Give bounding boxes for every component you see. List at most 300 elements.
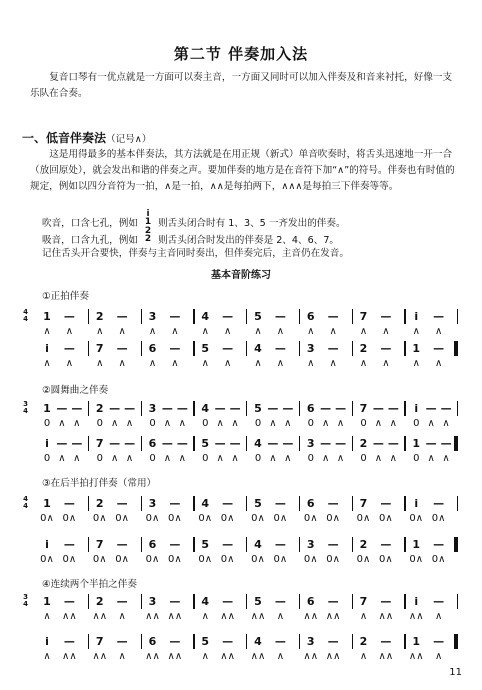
accompaniment-mark: ∧ — [110, 453, 119, 464]
barline — [141, 537, 142, 552]
accompaniment-mark: ∧ — [73, 418, 81, 429]
note: 5 — [254, 497, 262, 510]
accompaniment-mark: ∧∧ — [62, 651, 77, 662]
note: — — [327, 538, 339, 551]
note: — — [176, 402, 188, 415]
note: — — [440, 437, 452, 450]
note: 5 — [201, 437, 210, 450]
accompaniment-mark: 0∧ — [62, 513, 77, 524]
barline — [141, 341, 142, 356]
barline — [404, 436, 405, 451]
note: 4 — [201, 595, 210, 608]
accompaniment-mark: ∧∧ — [325, 651, 341, 662]
note: — — [71, 402, 83, 415]
blow-line-text: 吹音，口含七孔，例如 — [42, 218, 138, 229]
barline — [299, 309, 300, 324]
accompaniment-mark: ∧ — [276, 651, 285, 662]
barline — [88, 309, 89, 324]
accompaniment-mark: ∧∧ — [220, 611, 235, 622]
accompaniment-mark: 0∧ — [379, 554, 393, 565]
accompaniment-mark: ∧ — [58, 453, 66, 464]
note: — — [116, 497, 128, 510]
note: i — [414, 310, 419, 323]
section-heading-mark: （记号∧） — [106, 134, 152, 145]
note: 4 — [201, 402, 210, 415]
accompaniment-mark: ∧ — [336, 418, 345, 429]
note: 6 — [148, 437, 157, 450]
accompaniment-mark: ∧ — [216, 453, 224, 464]
accompaniment-mark: 0 — [96, 418, 103, 429]
note: — — [63, 595, 75, 608]
time-signature: 3 4 — [23, 593, 28, 608]
accompaniment-mark: ∧ — [148, 358, 157, 369]
accompaniment-mark: 0∧ — [168, 513, 182, 524]
barline — [88, 634, 89, 649]
accompaniment-mark: ∧∧ — [303, 651, 319, 662]
note: — — [267, 402, 279, 415]
accompaniment-mark: ∧ — [201, 358, 209, 369]
note: — — [433, 595, 445, 608]
accompaniment-mark: 0∧ — [251, 513, 265, 524]
barline — [457, 594, 458, 609]
barline — [404, 401, 405, 416]
note: — — [274, 342, 286, 355]
barline — [299, 634, 300, 649]
accompaniment-mark: ∧∧ — [325, 611, 341, 622]
barline — [457, 496, 458, 511]
accompaniment-mark: 0 — [413, 453, 420, 464]
accompaniment-mark: ∧∧ — [167, 651, 183, 662]
accompaniment-mark: ∧ — [125, 418, 134, 429]
note: — — [229, 437, 241, 450]
note: 7 — [359, 497, 368, 510]
accompaniment-mark: 0∧ — [356, 513, 371, 524]
time-signature: 3 4 — [23, 400, 28, 415]
accompaniment-mark: ∧ — [359, 326, 368, 337]
note: 4 — [201, 497, 210, 510]
accompaniment-mark: ∧∧ — [92, 651, 108, 662]
note: 4 — [254, 635, 262, 648]
note: — — [380, 595, 392, 608]
accompaniment-mark: 0∧ — [198, 513, 213, 524]
barline — [88, 594, 89, 609]
barline — [193, 436, 194, 451]
note: 5 — [254, 595, 262, 608]
accompaniment-mark: ∧ — [442, 418, 450, 429]
accompaniment-mark: 0∧ — [220, 554, 235, 565]
note: 1 — [412, 635, 421, 648]
note: i — [414, 595, 419, 608]
note: — — [169, 497, 181, 510]
note: 1 — [43, 402, 51, 415]
barline — [141, 436, 142, 451]
note: — — [274, 538, 286, 551]
accompaniment-mark: ∧ — [412, 358, 420, 369]
example-title-2: ②圆舞曲之伴奏 — [42, 385, 109, 396]
barline — [193, 401, 194, 416]
accompaniment-mark: ∧ — [374, 418, 383, 429]
note: 2 — [95, 497, 104, 510]
accompaniment-mark: ∧ — [43, 326, 51, 337]
accompaniment-mark: 0∧ — [40, 554, 54, 565]
accompaniment-mark: ∧ — [276, 611, 285, 622]
practice-title: 基本音阶练习 — [211, 270, 271, 281]
barline — [88, 341, 89, 356]
accompaniment-mark: ∧ — [96, 326, 104, 337]
accompaniment-mark: 0∧ — [273, 554, 288, 565]
note: 6 — [306, 310, 315, 323]
note: — — [124, 402, 136, 415]
barline — [352, 309, 353, 324]
section-heading — [22, 129, 151, 146]
note: — — [327, 342, 339, 355]
note: — — [71, 437, 83, 450]
accompaniment-mark: 0 — [307, 453, 314, 464]
note: — — [169, 538, 181, 551]
accompaniment-mark: 0 — [43, 453, 51, 464]
note: 4 — [254, 342, 262, 355]
accompaniment-mark: 0∧ — [115, 554, 129, 565]
accompaniment-mark: ∧ — [201, 326, 209, 337]
accompaniment-mark: ∧ — [201, 611, 209, 622]
barline — [141, 634, 142, 649]
note: — — [335, 402, 347, 415]
note: 3 — [306, 342, 315, 355]
barline — [193, 496, 194, 511]
barline — [193, 594, 194, 609]
example-title-4: ④连续两个半拍之伴奏 — [42, 579, 137, 590]
note: — — [327, 595, 339, 608]
accompaniment-mark: ∧ — [382, 358, 390, 369]
accompaniment-mark: 0∧ — [145, 554, 160, 565]
accompaniment-mark: ∧∧ — [145, 611, 160, 622]
note: 7 — [95, 342, 104, 355]
note: — — [222, 538, 234, 551]
note: 6 — [148, 635, 157, 648]
draw-stack-bottom: 2 — [144, 234, 152, 244]
accompaniment-mark: 0 — [360, 418, 367, 429]
accompaniment-mark: ∧ — [65, 358, 74, 369]
accompaniment-mark: 0∧ — [326, 513, 340, 524]
note: — — [116, 342, 128, 355]
barline — [193, 634, 194, 649]
accompaniment-mark: 0 — [202, 453, 209, 464]
note: 2 — [95, 402, 104, 415]
accompaniment-mark: ∧ — [43, 611, 51, 622]
barline — [246, 537, 247, 552]
accompaniment-mark: 0∧ — [62, 554, 77, 565]
note: 7 — [359, 310, 368, 323]
accompaniment-mark: ∧∧ — [220, 651, 235, 662]
note: — — [433, 497, 445, 510]
note: — — [63, 538, 75, 551]
accompaniment-mark: 0∧ — [409, 554, 424, 565]
barline — [299, 341, 300, 356]
note: — — [222, 635, 234, 648]
note: 3 — [306, 538, 315, 551]
note: i — [45, 538, 49, 551]
example-title-3: ③在后半拍打伴奏（常用） — [42, 478, 157, 489]
note: — — [63, 342, 75, 355]
note: 5 — [254, 402, 262, 415]
note: — — [176, 437, 188, 450]
note: 2 — [359, 635, 368, 648]
barline — [299, 594, 300, 609]
accompaniment-mark: 0∧ — [409, 513, 424, 524]
barline — [352, 341, 353, 356]
accompaniment-mark: 0 — [413, 418, 420, 429]
blow-chord-stack — [141, 210, 155, 226]
note: — — [169, 635, 181, 648]
barline — [404, 594, 405, 609]
accompaniment-mark: ∧ — [254, 358, 262, 369]
note: — — [169, 310, 181, 323]
note: — — [387, 437, 399, 450]
barline — [457, 309, 458, 324]
accompaniment-mark: ∧ — [389, 418, 397, 429]
accompaniment-mark: ∧ — [254, 326, 262, 337]
note: — — [425, 437, 437, 450]
accompaniment-mark: 0∧ — [303, 554, 318, 565]
note: — — [372, 437, 384, 450]
barline — [299, 537, 300, 552]
accompaniment-mark: ∧ — [359, 358, 368, 369]
note: — — [161, 402, 173, 415]
note: — — [63, 497, 75, 510]
accompaniment-mark: ∧∧ — [378, 611, 394, 622]
note: 4 — [201, 310, 210, 323]
barline — [246, 401, 247, 416]
note: i — [45, 635, 49, 648]
accompaniment-mark: 0∧ — [115, 513, 129, 524]
note: — — [433, 635, 445, 648]
barline — [299, 401, 300, 416]
barline — [141, 309, 142, 324]
note: i — [414, 497, 419, 510]
note: 7 — [359, 595, 368, 608]
barline — [88, 496, 89, 511]
note: 5 — [201, 538, 210, 551]
accompaniment-mark: ∧ — [434, 651, 443, 662]
accompaniment-mark: ∧ — [329, 358, 337, 369]
accompaniment-mark: ∧∧ — [378, 651, 394, 662]
note: 4 — [254, 437, 262, 450]
note: — — [433, 538, 445, 551]
barline — [246, 594, 247, 609]
accompaniment-mark: ∧ — [171, 358, 179, 369]
note: — — [222, 595, 234, 608]
note: 7 — [95, 437, 104, 450]
accompaniment-mark: 0∧ — [251, 554, 265, 565]
note: 3 — [148, 402, 157, 415]
accompaniment-mark: ∧ — [65, 326, 74, 337]
accompaniment-mark: ∧ — [276, 326, 285, 337]
note: — — [222, 342, 234, 355]
note: — — [229, 402, 241, 415]
accompaniment-mark: ∧ — [178, 453, 186, 464]
accompaniment-mark: ∧ — [171, 326, 179, 337]
final-barline — [454, 436, 458, 451]
accompaniment-mark: ∧ — [148, 326, 157, 337]
accompaniment-mark: 0∧ — [379, 513, 393, 524]
note: — — [116, 310, 128, 323]
barline — [352, 594, 353, 609]
accompaniment-mark: ∧ — [231, 418, 239, 429]
accompaniment-mark: 0∧ — [92, 513, 107, 524]
draw-line — [42, 226, 340, 246]
barline — [193, 341, 194, 356]
note: — — [63, 635, 75, 648]
note: — — [320, 402, 332, 415]
note: 1 — [412, 342, 421, 355]
note: 4 — [254, 538, 262, 551]
note: — — [222, 310, 234, 323]
accompaniment-mark: ∧∧ — [250, 651, 266, 662]
accompaniment-mark: ∧ — [276, 358, 285, 369]
accompaniment-mark: ∧ — [73, 453, 81, 464]
barline — [88, 401, 89, 416]
accompaniment-mark: ∧ — [269, 453, 277, 464]
accompaniment-mark: ∧ — [442, 453, 450, 464]
blow-line — [42, 209, 346, 229]
note: i — [45, 437, 49, 450]
note: — — [169, 595, 181, 608]
accompaniment-mark: ∧ — [125, 453, 134, 464]
draw-chord-stack — [141, 227, 155, 243]
note: — — [380, 538, 392, 551]
note: 6 — [306, 595, 315, 608]
note: — — [440, 402, 452, 415]
accompaniment-mark: ∧∧ — [408, 611, 424, 622]
accompaniment-mark: ∧ — [43, 358, 51, 369]
accompaniment-mark: 0∧ — [431, 513, 446, 524]
note: — — [380, 342, 392, 355]
accompaniment-mark: ∧∧ — [145, 651, 160, 662]
barline — [352, 401, 353, 416]
barline — [246, 436, 247, 451]
note: — — [169, 342, 181, 355]
accompaniment-mark: ∧ — [163, 453, 172, 464]
draw-line-text-2: 则舌头闭合时发出的伴奏是 2、4、6、7。 — [158, 235, 340, 246]
example-title-1: ①正拍伴奏 — [42, 291, 89, 302]
note: — — [116, 538, 128, 551]
accompaniment-mark: ∧ — [110, 418, 119, 429]
accompaniment-mark: ∧ — [382, 326, 390, 337]
accompaniment-mark: 0∧ — [220, 513, 235, 524]
barline — [246, 634, 247, 649]
note: — — [109, 402, 121, 415]
accompaniment-mark: ∧∧ — [62, 611, 77, 622]
page-number: 11 — [449, 667, 462, 678]
section-paragraph: 这是用得最多的基本伴奏法，其方法就是在用正规（新式）单音吹奏时，将舌头迅速地一开一合（放回原处），就会发出和谐的伴奏之声。要加伴奏的地方是在音符下加“∧”的符号。伴奏也有时值的规定，例如以四分音符为一拍，∧是一拍，∧∧是每拍两下，∧∧∧是每拍三下伴奏等等。 — [30, 149, 455, 192]
accompaniment-mark: ∧ — [321, 453, 330, 464]
note: — — [282, 402, 294, 415]
barline — [352, 634, 353, 649]
barline — [141, 594, 142, 609]
draw-stack-top: 2 — [144, 226, 152, 236]
accompaniment-mark: ∧ — [336, 453, 345, 464]
intro-paragraph: 复音口琴有一优点就是一方面可以奏主音，一方面又同时可以加入伴奏及和音来衬托，好像一支乐队在合奏。 — [30, 72, 453, 99]
accompaniment-mark: 0 — [307, 418, 314, 429]
note: 7 — [95, 538, 104, 551]
accompaniment-mark: ∧∧ — [250, 611, 266, 622]
draw-line-text: 吸音，口含九孔，例如 — [42, 235, 138, 246]
note: — — [274, 635, 286, 648]
note: — — [63, 310, 75, 323]
accompaniment-mark: ∧ — [96, 358, 104, 369]
note: 1 — [43, 310, 51, 323]
accompaniment-mark: 0∧ — [303, 513, 318, 524]
accompaniment-mark: ∧ — [223, 358, 232, 369]
note: — — [433, 310, 445, 323]
accompaniment-mark: ∧ — [223, 326, 232, 337]
note: — — [335, 437, 347, 450]
note: — — [222, 497, 234, 510]
note: 5 — [201, 342, 210, 355]
accompaniment-mark: 0 — [254, 418, 262, 429]
accompaniment-mark: ∧∧ — [303, 611, 319, 622]
note: 3 — [306, 437, 315, 450]
accompaniment-mark: ∧ — [269, 418, 277, 429]
barline — [404, 496, 405, 511]
note: 3 — [148, 497, 157, 510]
note: — — [116, 635, 128, 648]
accompaniment-mark: 0∧ — [273, 513, 288, 524]
note: — — [433, 342, 445, 355]
note: i — [45, 342, 49, 355]
note: 5 — [254, 310, 262, 323]
note: — — [274, 497, 286, 510]
note: 3 — [148, 595, 157, 608]
note: — — [425, 402, 437, 415]
note: 6 — [148, 342, 157, 355]
accompaniment-mark: ∧ — [321, 418, 330, 429]
final-barline — [454, 537, 458, 552]
accompaniment-mark: 0∧ — [92, 554, 107, 565]
barline — [299, 436, 300, 451]
accompaniment-mark: ∧ — [284, 453, 292, 464]
note: — — [274, 595, 286, 608]
accompaniment-mark: ∧ — [412, 326, 420, 337]
accompaniment-mark: 0∧ — [198, 554, 213, 565]
accompaniment-mark: ∧ — [359, 651, 368, 662]
note: — — [380, 310, 392, 323]
section-heading-text: 一、低音伴奏法 — [22, 131, 107, 145]
note: 2 — [95, 595, 104, 608]
note: — — [327, 310, 339, 323]
accompaniment-mark: ∧ — [307, 326, 315, 337]
accompaniment-mark: 0∧ — [431, 554, 446, 565]
note: — — [56, 437, 68, 450]
note: i — [414, 402, 419, 415]
note: — — [274, 310, 286, 323]
note: 2 — [359, 437, 368, 450]
accompaniment-mark: ∧ — [58, 418, 66, 429]
accompaniment-mark: 0∧ — [326, 554, 340, 565]
note: 2 — [95, 310, 104, 323]
barline — [404, 341, 405, 356]
blow-stack-bottom: 1 — [144, 217, 152, 227]
page-title: 第二节 伴奏加入法 — [173, 45, 309, 63]
accompaniment-mark: ∧ — [374, 453, 383, 464]
accompaniment-mark: ∧ — [389, 453, 397, 464]
note: 1 — [43, 497, 51, 510]
note: — — [116, 595, 128, 608]
note: 7 — [359, 402, 368, 415]
note: — — [214, 402, 226, 415]
note: — — [161, 437, 173, 450]
accompaniment-mark: 0∧ — [40, 513, 54, 524]
